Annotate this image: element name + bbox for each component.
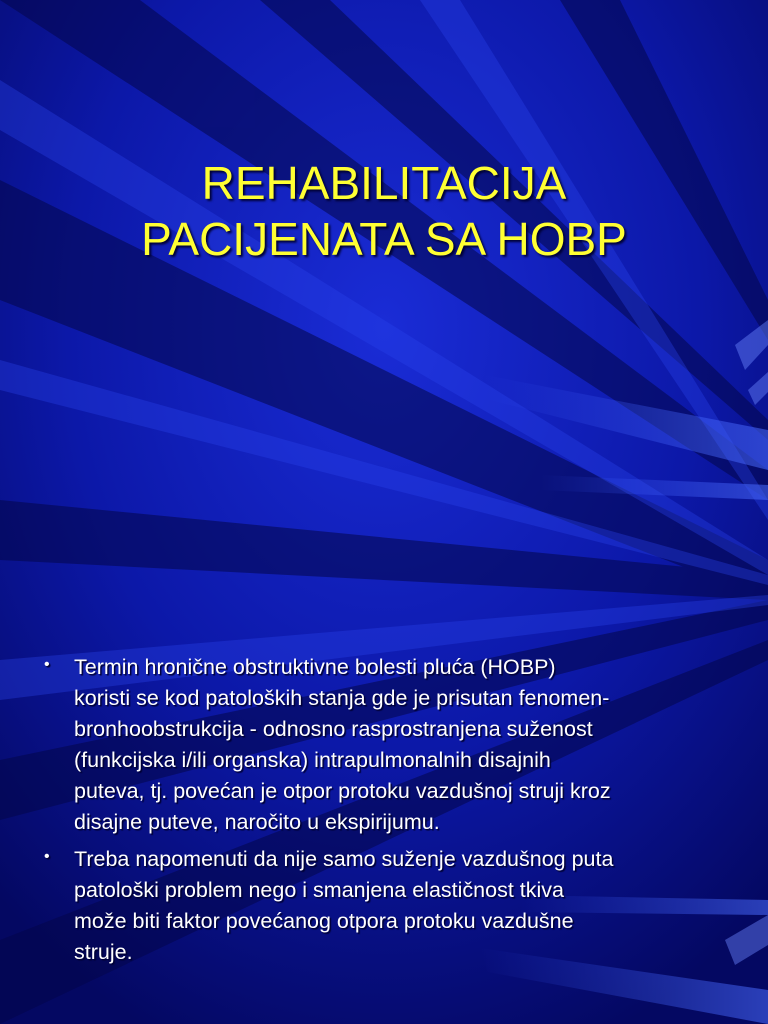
bullet-2-line-1: Treba napomenuti da nije samo suženje vazdušnog puta: [74, 847, 614, 871]
bullet-1-line-3: bronhoobstrukcija - odnosno rasprostranjena suženost: [74, 717, 593, 741]
title-line-2: PACIJENATA SA HOBP: [141, 213, 627, 265]
bullet-1-line-1: Termin hronične obstruktivne bolesti pluća (HOBP): [74, 655, 556, 679]
bullet-marker: •: [44, 656, 50, 673]
slide-title: [0, 155, 768, 267]
bullet-list: [44, 652, 744, 974]
bullet-2-line-2: patološki problem nego i smanjena elastičnost tkiva: [74, 878, 564, 902]
bullet-1-line-2: koristi se kod patoloških stanja gde je prisutan fenomen-: [74, 686, 610, 710]
bullet-item-2: [44, 844, 744, 968]
title-line-1: REHABILITACIJA: [201, 157, 567, 209]
bullet-item-1: [44, 652, 744, 838]
bullet-1-line-5: puteva, tj. povećan je otpor protoku vazdušnoj struji kroz: [74, 779, 611, 803]
bullet-marker: •: [44, 848, 50, 865]
bullet-2-line-4: struje.: [74, 940, 133, 964]
bullet-1-line-6: disajne puteve, naročito u ekspirijumu.: [74, 810, 440, 834]
bullet-2-line-3: može biti faktor povećanog otpora protoku vazdušne: [74, 909, 574, 933]
bullet-1-line-4: (funkcijska i/ili organska) intrapulmonalnih disajnih: [74, 748, 551, 772]
